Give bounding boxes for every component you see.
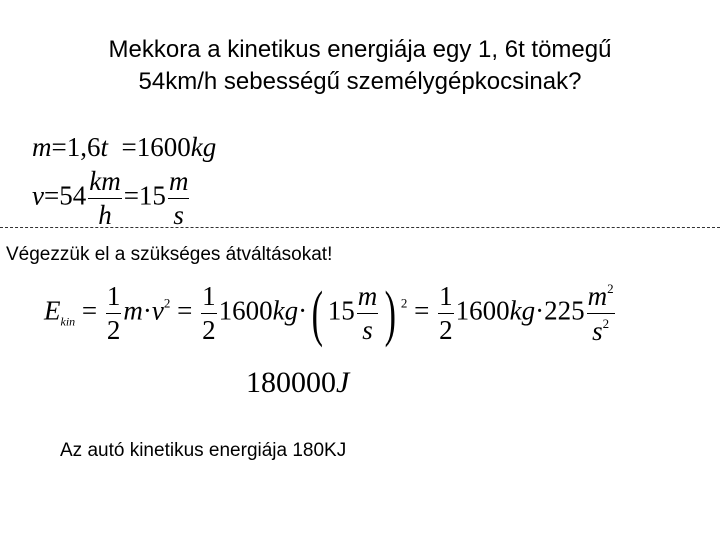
s2-symbol: s	[592, 316, 603, 346]
instruction-text: Végezzük el a szükséges átváltásokat!	[6, 244, 333, 265]
half-fraction-1	[106, 283, 122, 344]
section-divider	[0, 227, 720, 228]
velocity-symbol: v	[151, 295, 164, 326]
result-unit: J	[336, 366, 350, 399]
question-line-1: Mekkora a kinetikus energiája egy 1, 6t tömegű	[108, 36, 612, 63]
mass-eq1: =1,6	[51, 132, 101, 162]
speed-value: 15	[327, 295, 355, 326]
v-squared: 2	[163, 295, 171, 311]
equals-1: =	[81, 295, 98, 326]
ms-num: m	[168, 166, 189, 196]
half-den-3: 2	[439, 315, 453, 345]
right-paren: )	[384, 279, 397, 348]
dot-3: ·	[535, 295, 545, 326]
speed-unit-num: m	[357, 281, 378, 311]
dot-1: ·	[142, 295, 152, 326]
equals-3: =	[414, 295, 430, 326]
velocity-equation	[32, 168, 191, 229]
mass-equation	[32, 134, 216, 161]
question-line-2: 54km/h sebességű személygépkocsinak?	[138, 68, 582, 95]
mass-unit2: kg	[190, 132, 217, 162]
mass-var: m	[32, 132, 52, 162]
s2-exponent: 2	[602, 316, 610, 331]
half-num-1: 1	[106, 281, 121, 311]
left-paren: (	[311, 279, 324, 348]
kmh-fraction	[88, 168, 121, 229]
m2-exponent: 2	[607, 281, 614, 296]
kinetic-energy-formula	[44, 279, 617, 348]
mass-unit1: t	[100, 132, 108, 162]
m2-symbol: m	[587, 281, 608, 311]
half-den-2: 2	[202, 315, 216, 345]
kg-unit-1: kg	[272, 295, 299, 326]
half-fraction-2	[201, 283, 217, 344]
mass-symbol: m	[123, 295, 143, 326]
speed-unit-fraction	[357, 283, 379, 344]
equals-2: =	[177, 295, 193, 326]
velocity-eq2: =15	[123, 180, 166, 211]
energy-symbol: E	[44, 295, 61, 326]
ms-den: s	[173, 200, 184, 230]
dot-2: ·	[298, 295, 308, 326]
result-equation	[246, 368, 349, 398]
result-value: 180000	[246, 366, 336, 399]
conclusion-text: Az autó kinetikus energiája 180KJ	[60, 440, 347, 461]
mass-value-2: 1600	[455, 295, 510, 326]
half-fraction-3	[438, 283, 454, 344]
m2s2-fraction	[587, 282, 615, 345]
mass-eq2: =1600	[121, 132, 191, 162]
half-num-2: 1	[202, 281, 216, 311]
kg-unit-2: kg	[509, 295, 536, 326]
velocity-var: v	[32, 180, 44, 211]
kmh-num: km	[89, 166, 121, 196]
speed-squared-value: 225	[544, 295, 585, 326]
speed-unit-den: s	[362, 315, 373, 345]
velocity-eq1: =54	[43, 180, 87, 211]
kmh-den: h	[98, 200, 112, 230]
paren-squared: 2	[400, 295, 408, 311]
half-den-1: 2	[106, 315, 121, 345]
ms-fraction	[168, 168, 190, 229]
question-title	[0, 34, 720, 98]
energy-subscript: kin	[60, 314, 76, 329]
mass-value-1: 1600	[218, 295, 273, 326]
half-num-3: 1	[439, 281, 453, 311]
